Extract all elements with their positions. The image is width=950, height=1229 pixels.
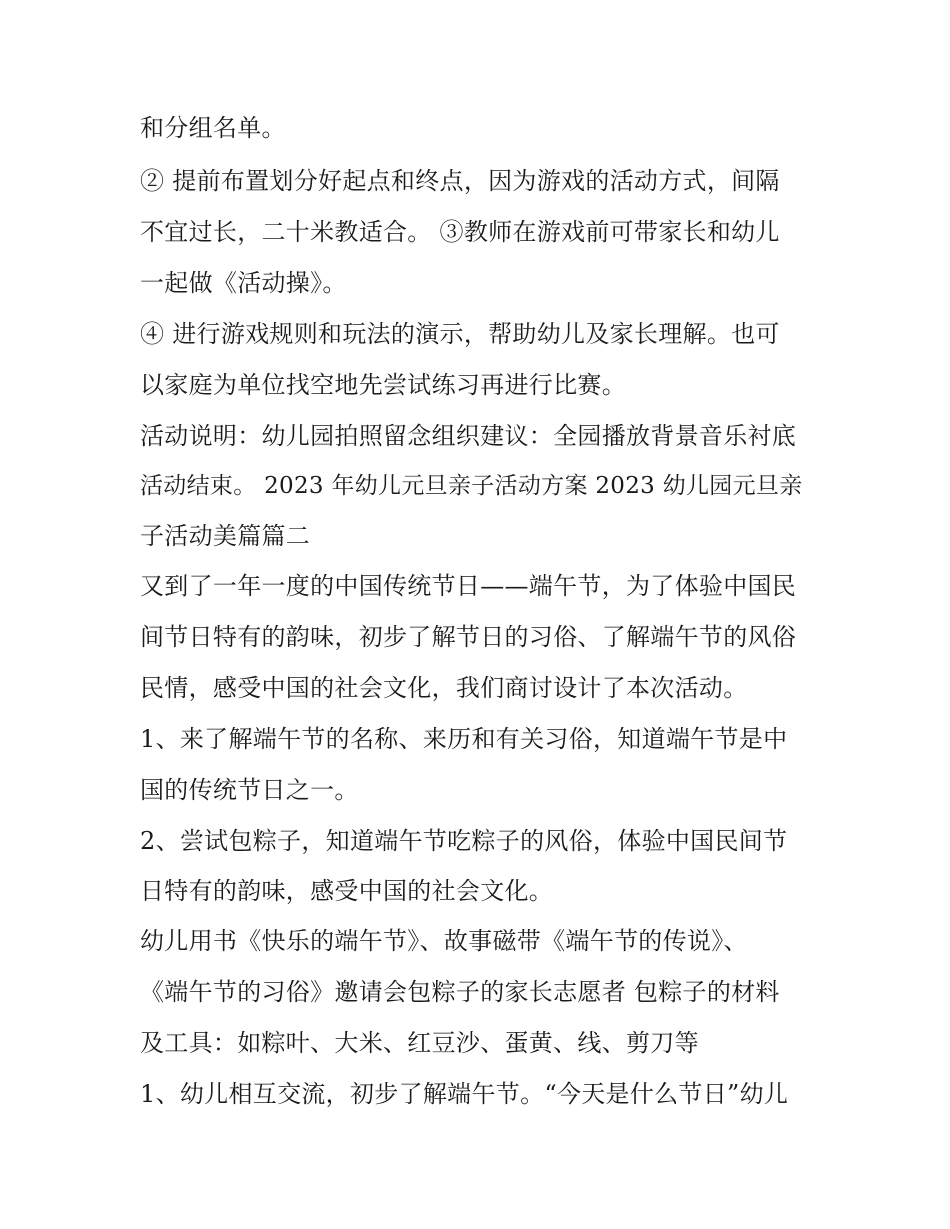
text-line: 1、幼儿相互交流，初步了解端午节。“今天是什么节日”幼儿 xyxy=(140,1080,789,1108)
text-line: 活动结束。 2023 年幼儿元旦亲子活动方案 2023 幼儿园元旦亲 xyxy=(140,473,803,499)
text-line: 不宜过长，二十米教适合。 ③教师在游戏前可带家长和幼儿 xyxy=(140,218,780,246)
text-line: 民情，感受中国的社会文化，我们商讨设计了本次活动。 xyxy=(140,674,748,702)
text-line: 1、来了解端午节的名称、来历和有关习俗，知道端午节是中 xyxy=(140,725,788,753)
text-line: 日特有的韵味，感受中国的社会文化。 xyxy=(140,877,554,905)
text-line: 和分组名单。 xyxy=(140,114,286,142)
text-line: 及工具：如粽叶、大米、红豆沙、蛋黄、线、剪刀等 xyxy=(140,1029,699,1057)
text-line: 2、尝试包粽子，知道端午节吃粽子的风俗，体验中国民间节 xyxy=(140,827,788,855)
text-line: 《端午节的习俗》邀请会包粽子的家长志愿者 包粽子的材料 xyxy=(140,978,780,1006)
text-line: 子活动美篇篇二 xyxy=(140,522,311,550)
text-line: 一起做《活动操》。 xyxy=(140,269,347,297)
text-line: ② 提前布置划分好起点和终点，因为游戏的活动方式，间隔 xyxy=(140,167,780,195)
text-line: ④ 进行游戏规则和玩法的演示，帮助幼儿及家长理解。也可 xyxy=(140,320,780,348)
text-line: 以家庭为单位找空地先尝试练习再进行比赛。 xyxy=(140,371,626,399)
text-line: 国的传统节日之一。 xyxy=(140,776,359,804)
text-line: 活动说明：幼儿园拍照留念组织建议：全园播放背景音乐衬底 xyxy=(140,422,797,450)
text-line: 又到了一年一度的中国传统节日——端午节，为了体验中国民 xyxy=(140,572,797,600)
text-line: 间节日特有的韵味，初步了解节日的习俗、了解端午节的风俗 xyxy=(140,623,797,651)
text-line: 幼儿用书《快乐的端午节》、故事磁带《端午节的传说》、 xyxy=(140,927,748,955)
